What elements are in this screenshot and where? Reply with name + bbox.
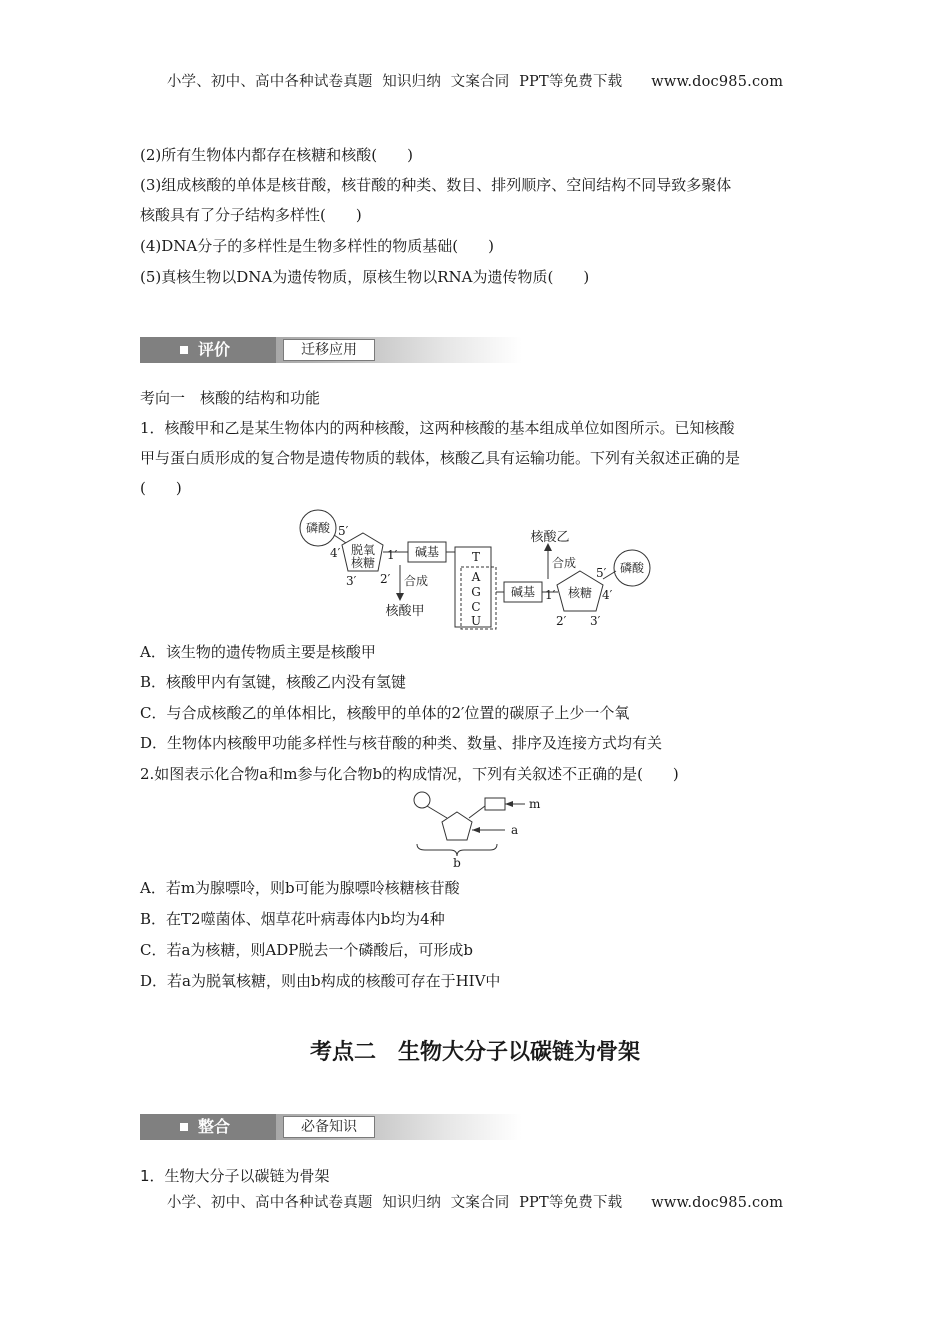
compound-b-diagram — [405, 790, 555, 870]
label-4-left: 4′ — [330, 546, 341, 560]
square-bullet-icon — [180, 1123, 188, 1131]
q1-stem-line-3: ( ) — [140, 479, 182, 497]
nucleotide-diagram — [290, 505, 670, 635]
label-1-right: 1′ — [545, 588, 556, 602]
judge-item-5: (5)真核生物以DNA为遗传物质，原核生物以RNA为遗传物质( ) — [140, 268, 590, 286]
deoxyribose-label-top: 脱氧 — [350, 543, 376, 557]
square-bullet-icon — [180, 346, 188, 354]
phosphate-label-right: 磷酸 — [619, 561, 645, 575]
section-banner-evaluate — [140, 337, 522, 363]
label-2-left: 2′ — [380, 572, 391, 586]
phosphate-circle — [414, 792, 430, 808]
q1-option-d: D．生物体内核酸甲功能多样性与核苷酸的种类、数量、排序及连接方式均有关 — [140, 734, 663, 752]
q1-stem-line-2: 甲与蛋白质形成的复合物是遗传物质的载体，核酸乙具有运输功能。下列有关叙述正确的是 — [140, 449, 741, 467]
base-label-left: 碱基 — [414, 545, 440, 559]
banner-title: 评价 — [198, 340, 231, 359]
label-a: a — [511, 823, 519, 837]
label-b: b — [453, 856, 461, 870]
base-letter-a: A — [471, 570, 481, 584]
banner-tag: 必备知识 — [283, 1116, 375, 1138]
nucleic-a-label: 核酸甲 — [385, 604, 425, 619]
ribose-label: 核糖 — [567, 586, 593, 600]
judge-item-4: (4)DNA分子的多样性是生物多样性的物质基础( ) — [140, 237, 494, 255]
label-2-right: 2′ — [556, 614, 567, 628]
judge-item-3: (3)组成核酸的单体是核苷酸，核苷酸的种类、数目、排列顺序、空间结构不同导致多聚体 — [140, 176, 732, 194]
nucleic-b-label: 核酸乙 — [530, 530, 570, 545]
base-label-right: 碱基 — [510, 585, 536, 599]
synth-label-left: 合成 — [404, 574, 429, 588]
q2-option-c: C．若a为核糖，则ADP脱去一个磷酸后，可形成b — [140, 941, 473, 959]
page-footer: 小学、初中、高中各种试卷真题 知识归纳 文案合同 PPT等免费下载 www.doc985.com — [166, 1195, 784, 1211]
judge-item-3-cont: 核酸具有了分子结构多样性( ) — [140, 206, 362, 224]
label-3-left: 3′ — [346, 574, 357, 588]
deoxyribose-label-bottom: 核糖 — [350, 556, 376, 570]
q2-option-b: B．在T2噬菌体、烟草花叶病毒体内b均为4种 — [140, 910, 445, 928]
banner-title: 整合 — [198, 1117, 231, 1136]
base-letter-u: U — [470, 614, 482, 628]
base-letter-c: C — [471, 600, 481, 614]
label-3-right: 3′ — [590, 614, 601, 628]
q2-stem: 2.如图表示化合物a和m参与化合物b的构成情况，下列有关叙述不正确的是( ) — [140, 765, 679, 783]
base-letter-t: T — [471, 550, 481, 564]
q2-option-a: A．若m为腺嘌呤，则b可能为腺嘌呤核糖核苷酸 — [140, 879, 460, 897]
kaodian-2-title: 考点二 生物大分子以碳链为骨架 — [309, 1040, 640, 1065]
banner-tag: 迁移应用 — [283, 339, 375, 361]
q1-option-b: B．核酸甲内有氢键，核酸乙内没有氢键 — [140, 673, 407, 691]
section-heading-2: 1．生物大分子以碳链为骨架 — [140, 1167, 330, 1185]
sugar-pentagon — [442, 812, 472, 840]
q2-option-d: D．若a为脱氧核糖，则由b构成的核酸可存在于HIV中 — [140, 972, 501, 990]
label-m: m — [529, 797, 541, 811]
label-5-right: 5′ — [596, 566, 607, 580]
label-1-left: 1′ — [387, 548, 398, 562]
section-banner-integrate — [140, 1114, 522, 1140]
q1-stem-line-1: 1．核酸甲和乙是某生物体内的两种核酸，这两种核酸的基本组成单位如图所示。已知核酸 — [140, 419, 735, 437]
synth-label-right: 合成 — [552, 556, 577, 570]
phosphate-label-left: 磷酸 — [305, 521, 331, 535]
q1-option-c: C．与合成核酸乙的单体相比，核酸甲的单体的2′位置的碳原子上少一个氧 — [140, 704, 630, 722]
section-heading-1: 考向一 核酸的结构和功能 — [140, 389, 321, 407]
base-letter-g: G — [471, 585, 481, 599]
label-5-left: 5′ — [338, 524, 349, 538]
judge-item-2: (2)所有生物体内都存在核糖和核酸( ) — [140, 146, 413, 164]
label-4-right: 4′ — [602, 588, 613, 602]
page-header: 小学、初中、高中各种试卷真题 知识归纳 文案合同 PPT等免费下载 www.doc985.com — [166, 74, 784, 90]
base-box — [485, 798, 505, 810]
brace-b — [417, 844, 497, 856]
q1-option-a: A．该生物的遗传物质主要是核酸甲 — [140, 643, 376, 661]
